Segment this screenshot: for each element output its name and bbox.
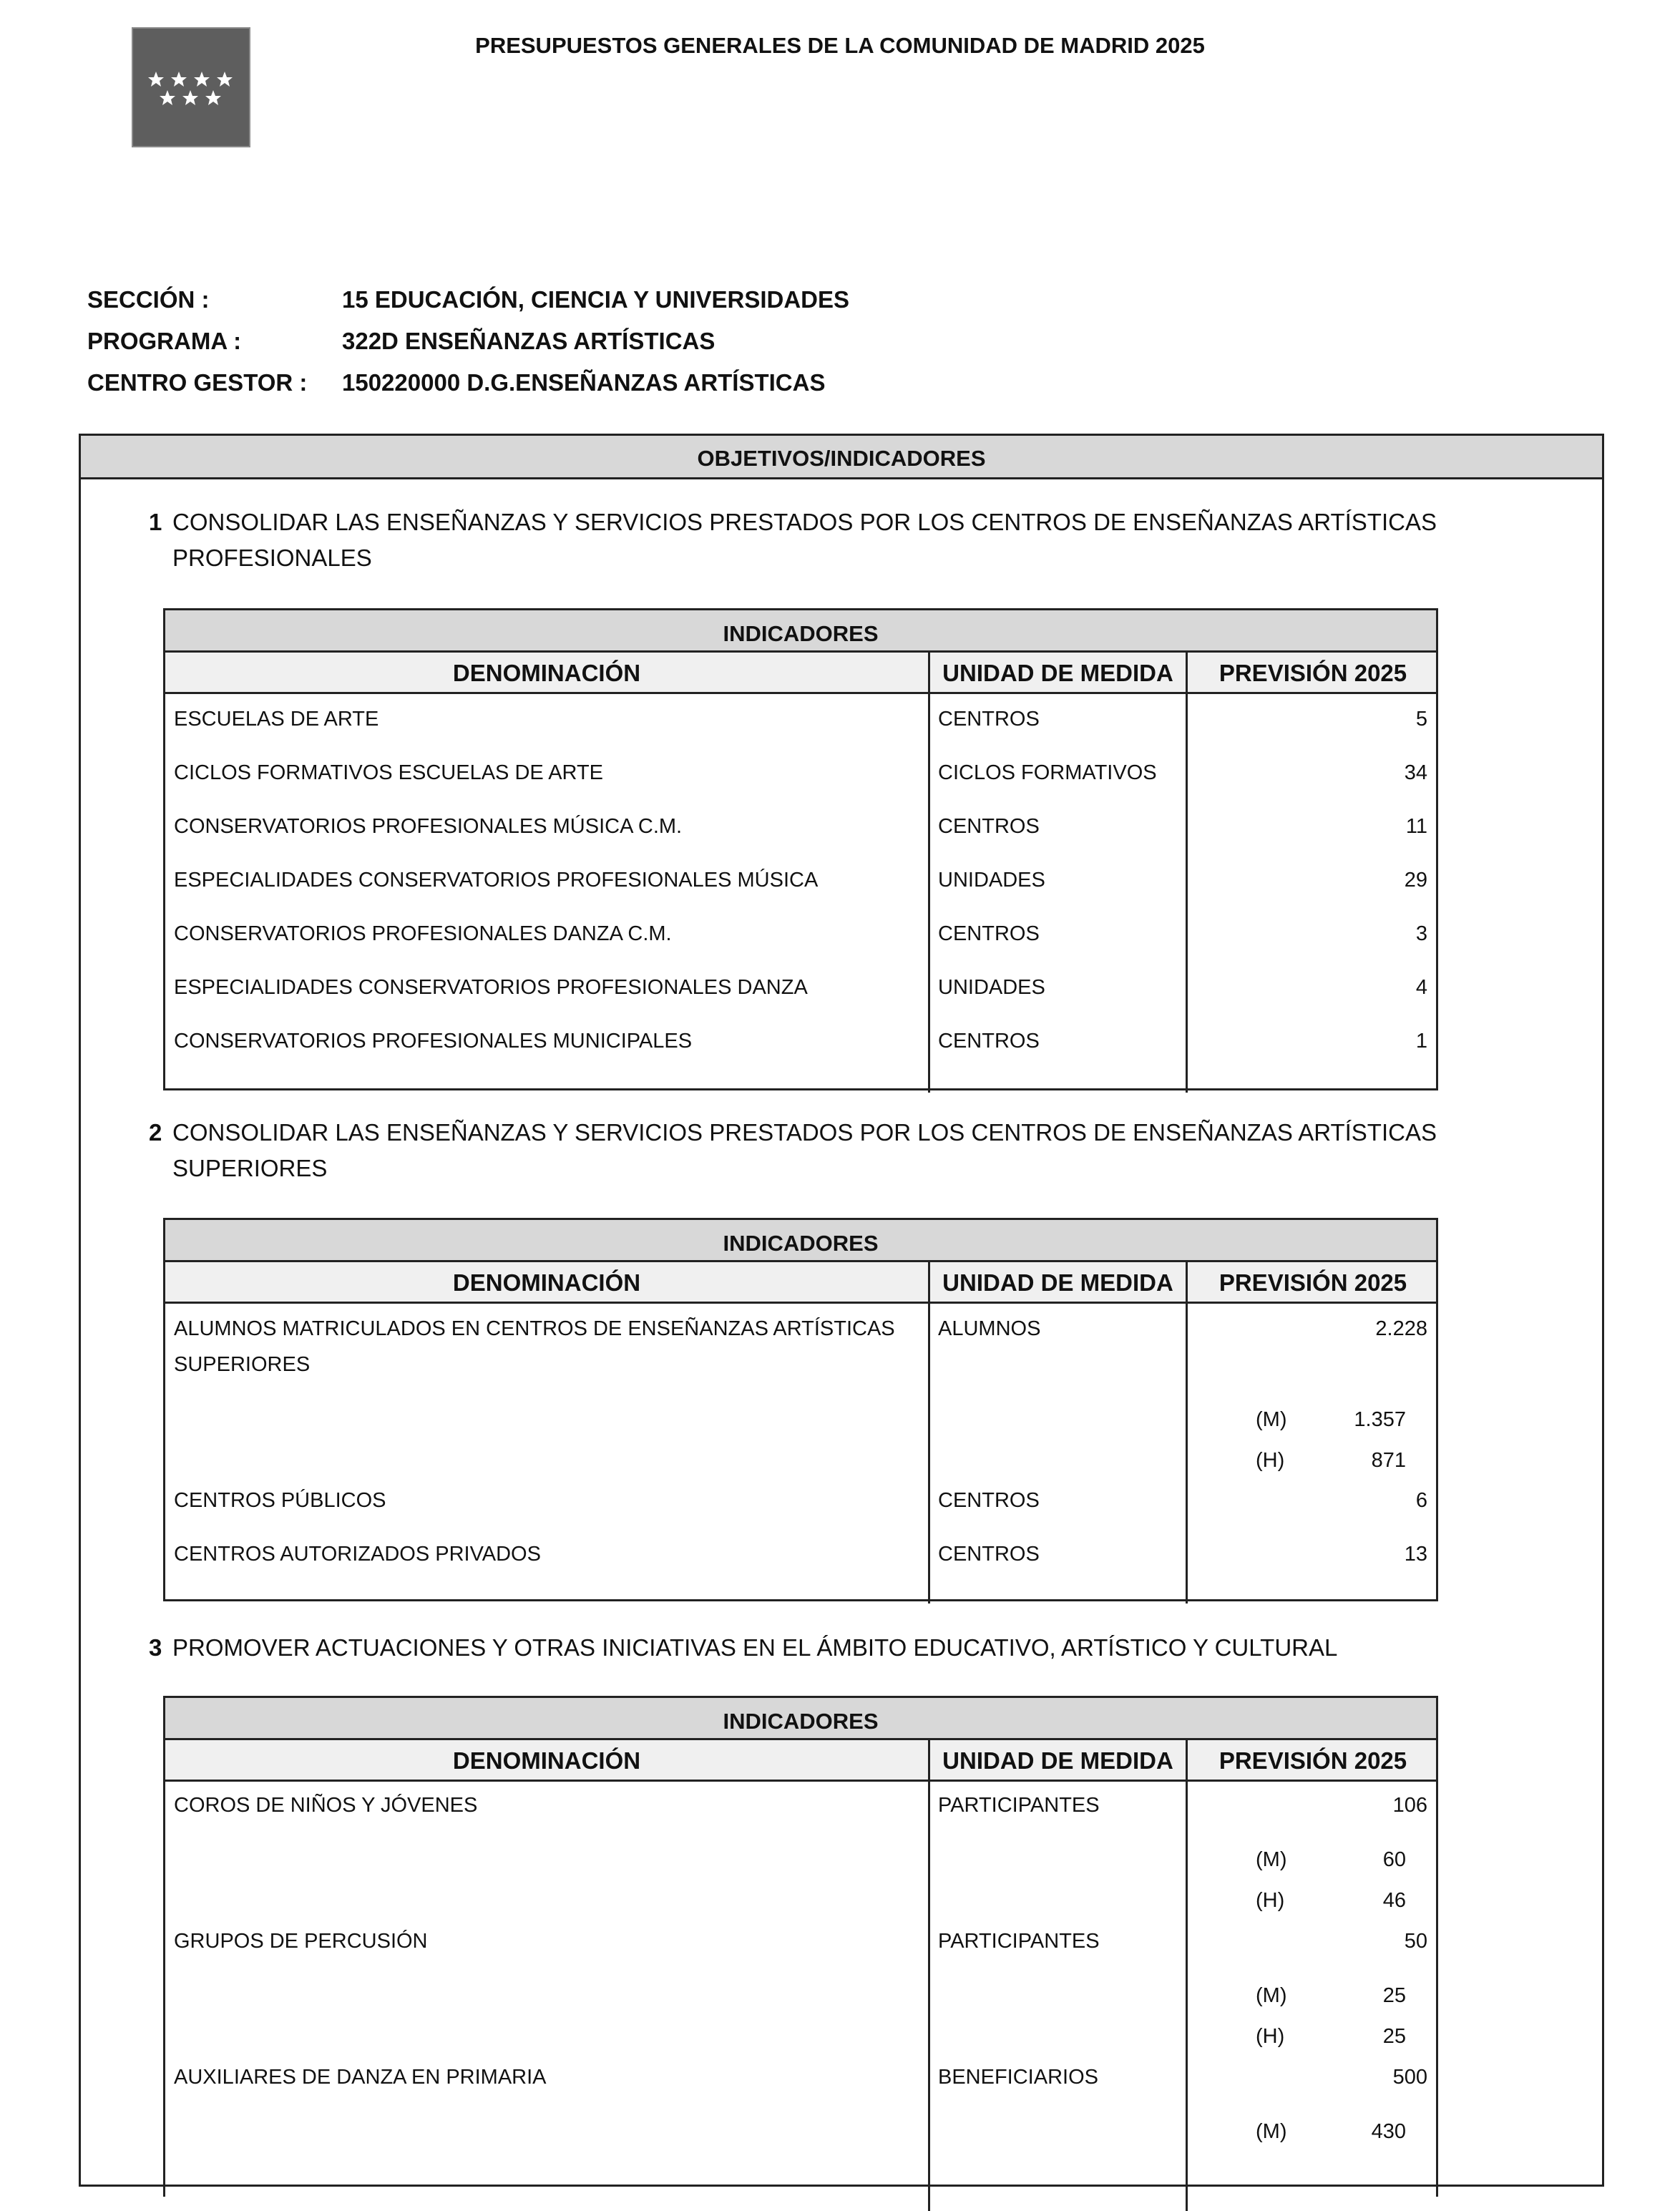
row-mujeres-label: (M) [1256,1408,1287,1431]
section-header: OBJETIVOS/INDICADORES [81,436,1602,479]
table-title: INDICADORES [165,1698,1436,1740]
col-header-unidad: UNIDAD DE MEDIDA [942,660,1173,686]
objective-text: PROMOVER ACTUACIONES Y OTRAS INICIATIVAS EN EL ÁMBITO EDUCATIVO, ARTÍSTICO Y CULTURAL [172,1634,1338,1661]
row-unidad: ALUMNOS [938,1317,1041,1340]
row-unidad: PARTICIPANTES [938,1930,1100,1953]
row-prevision: 50 [1404,1930,1427,1953]
document-title: PRESUPUESTOS GENERALES DE LA COMUNIDAD DE MADRID 2025 [475,33,1205,58]
col-header-prevision: PREVISIÓN 2025 [1219,660,1407,686]
row-unidad: BENEFICIARIOS [938,2066,1098,2089]
col-header-denominacion: DENOMINACIÓN [452,1269,641,1296]
row-hombres-label: (H) [1256,1449,1285,1472]
table-header-row [165,653,1436,694]
indicadores-table-3 [163,1696,1438,2197]
indicadores-table-1 [163,608,1438,1090]
row-denominacion: ALUMNOS MATRICULADOS EN CENTROS DE ENSEÑANZAS ARTÍSTICAS [174,1317,895,1340]
row-mujeres-value: 1.357 [1354,1408,1406,1431]
row-mujeres-label: (M) [1256,1848,1287,1871]
row-hombres-label: (H) [1256,2025,1285,2048]
objective-number: 1 [149,509,162,535]
row-denominacion: ESPECIALIDADES CONSERVATORIOS PROFESIONALES MÚSICA [174,869,819,892]
objective-number: 2 [149,1119,162,1146]
row-denominacion: ESPECIALIDADES CONSERVATORIOS PROFESIONALES DANZA [174,976,808,999]
row-mujeres-label: (M) [1256,2120,1287,2143]
row-unidad: CICLOS FORMATIVOS [938,761,1157,784]
row-denominacion: CICLOS FORMATIVOS ESCUELAS DE ARTE [174,761,604,784]
row-denominacion: CENTROS AUTORIZADOS PRIVADOS [174,1543,541,1566]
row-hombres-label: (H) [1256,1889,1285,1912]
stars-icon [147,70,238,110]
col-header-unidad: UNIDAD DE MEDIDA [942,1747,1173,1774]
row-unidad: CENTROS [938,1030,1040,1053]
row-mujeres-value: 430 [1371,2120,1406,2143]
row-denominacion: CENTROS PÚBLICOS [174,1489,386,1512]
table-header-row [165,1740,1436,1782]
row-mujeres-value: 60 [1382,1848,1406,1871]
row-prevision: 13 [1404,1543,1427,1566]
row-unidad: CENTROS [938,922,1040,945]
table-title: INDICADORES [165,1220,1436,1262]
col-header-prevision: PREVISIÓN 2025 [1219,1747,1407,1774]
table-title: INDICADORES [165,610,1436,653]
indicadores-table-2 [163,1218,1438,1601]
objective-text: CONSOLIDAR LAS ENSEÑANZAS Y SERVICIOS PRESTADOS POR LOS CENTROS DE ENSEÑANZAS ARTÍSTICAS PROFESIONALES [172,509,1437,571]
centro-label: CENTRO GESTOR : [87,369,308,396]
row-unidad: PARTICIPANTES [938,1794,1100,1817]
row-denominacion: ESCUELAS DE ARTE [174,708,379,731]
row-unidad: CENTROS [938,708,1040,731]
programa-value: 322D ENSEÑANZAS ARTÍSTICAS [342,328,716,354]
row-denominacion: CONSERVATORIOS PROFESIONALES MÚSICA C.M. [174,815,683,838]
row-prevision: 29 [1404,869,1427,892]
col-header-unidad: UNIDAD DE MEDIDA [942,1269,1173,1296]
table-body [165,694,1436,1093]
row-unidad: UNIDADES [938,976,1045,999]
row-denominacion: GRUPOS DE PERCUSIÓN [174,1930,428,1953]
row-prevision: 6 [1415,1489,1427,1512]
row-prevision: 3 [1415,922,1427,945]
row-prevision: 34 [1404,761,1427,784]
table-body [165,1304,1436,1604]
row-unidad: CENTROS [938,815,1040,838]
programa-label: PROGRAMA : [87,328,242,354]
row-hombres-value: 46 [1382,1889,1406,1912]
seccion-label: SECCIÓN : [87,286,210,313]
row-unidad: UNIDADES [938,869,1045,892]
row-prevision: 1 [1415,1030,1427,1053]
row-hombres-value: 25 [1382,2025,1406,2048]
row-denominacion: AUXILIARES DE DANZA EN PRIMARIA [174,2066,547,2089]
row-hombres-value: 871 [1371,1449,1406,1472]
row-denominacion: CONSERVATORIOS PROFESIONALES MUNICIPALES [174,1030,693,1053]
row-prevision: 106 [1392,1794,1427,1817]
row-denominacion-cont: SUPERIORES [174,1353,311,1376]
objective-number: 3 [149,1634,162,1661]
row-mujeres-value: 25 [1382,1984,1406,2007]
seccion-value: 15 EDUCACIÓN, CIENCIA Y UNIVERSIDADES [342,286,850,313]
row-denominacion: CONSERVATORIOS PROFESIONALES DANZA C.M. [174,922,672,945]
row-denominacion: COROS DE NIÑOS Y JÓVENES [174,1794,478,1817]
row-prevision: 500 [1392,2066,1427,2089]
row-prevision: 2.228 [1375,1317,1427,1340]
row-prevision: 4 [1415,976,1427,999]
col-header-denominacion: DENOMINACIÓN [452,660,641,686]
col-header-denominacion: DENOMINACIÓN [452,1747,641,1774]
row-mujeres-label: (M) [1256,1984,1287,2007]
table-header-row [165,1262,1436,1304]
col-header-prevision: PREVISIÓN 2025 [1219,1269,1407,1296]
row-prevision: 5 [1415,708,1427,731]
row-prevision: 11 [1405,815,1427,838]
table-body [165,1782,1436,2211]
row-unidad: CENTROS [938,1543,1040,1566]
objective-text: CONSOLIDAR LAS ENSEÑANZAS Y SERVICIOS PRESTADOS POR LOS CENTROS DE ENSEÑANZAS ARTÍSTICAS SUPERIORES [172,1119,1437,1181]
centro-value: 150220000 D.G.ENSEÑANZAS ARTÍSTICAS [342,369,826,396]
row-unidad: CENTROS [938,1489,1040,1512]
